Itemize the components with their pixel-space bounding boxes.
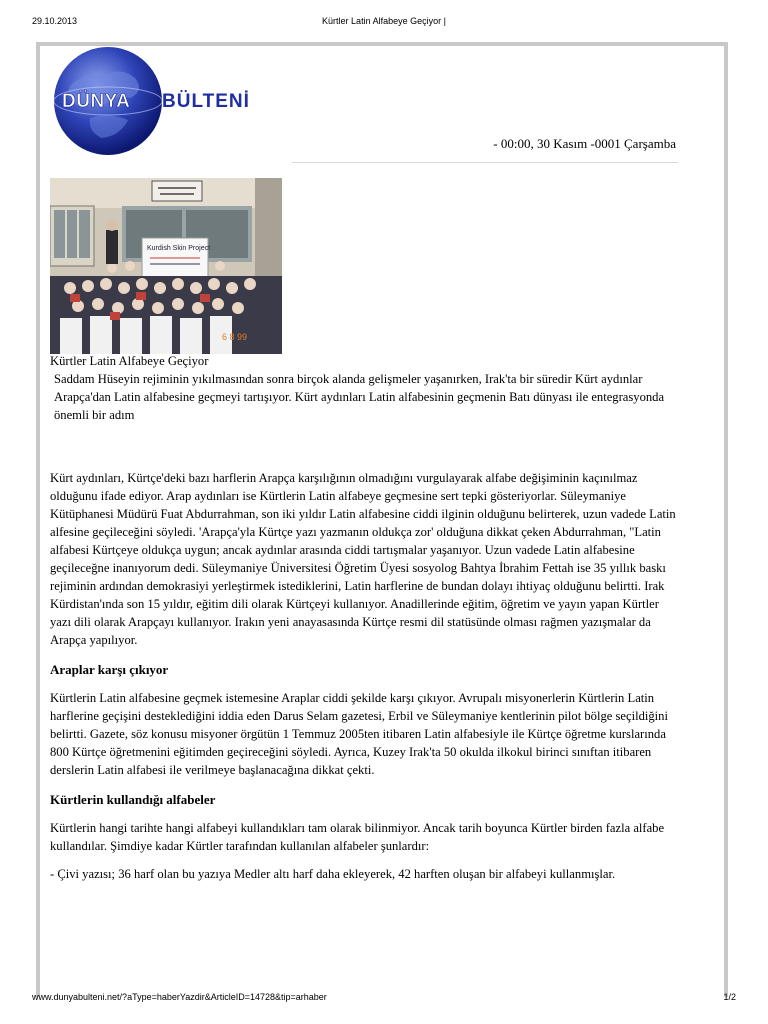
article-lead: Saddam Hüseyin rejiminin yıkılmasından sonra birçok alanda gelişmeler yaşanırken, Irak'ta bir süredir Kürt aydınlar Arapça'dan Latin alfabesine geçmeyi tartışıyor. Kürt aydınları Latin alfabesinin geçmenin Batı dünyası ile entegrasyonda önemli bir adım bbox=[54, 372, 665, 422]
print-header bbox=[32, 16, 736, 30]
dateline: - 00:00, 30 Kasım -0001 Çarşamba bbox=[493, 136, 676, 151]
article-photo bbox=[50, 178, 282, 354]
print-date: 29.10.2013 bbox=[32, 16, 78, 26]
paragraph-2: Kürtlerin Latin alfabesine geçmek istemesine Araplar ciddi şekilde karşı çıkıyor. Avrupalı misyonerlerin Kürtlerin Latin harflerine geçişini desteklediğini iddia eden Darus Selam gazetesi, Erbil ve Süleymaniye kentlerinin pilot bölge seçildiğini belirtti. Gazete, söz konusu misyoner örgütün 1 Temmuz 2005ten itibaren Latin alfabesiyle ile Kürtçe öğretme kurslarında 800 Kürtçe öğretmenini eğitimden geçireceğini söyledi. Ayrıca, Kuzey Irak'ta 50 okulda ilkokul birinci sınıftan itibaren derslerin Latin alfabesi ile verilmeye başlanacağına dikkat çekti. bbox=[50, 691, 668, 777]
paragraph-1: Kürt aydınları, Kürtçe'deki bazı harflerin Arapça karşılığının olmadığını vurgulayarak alfabe değişiminin kaçınılmaz olduğunu ifade ediyor. Arap aydınları ise Kürtlerin Latin alfabeye geçmesine sert tepki gösteriyorlar. Süleymaniye Kütüphanesi Müdürü Fuat Abdurrahman, son iki yıldır Latin alfabesine ciddi ilginin olduğunu belirterek, uzun vadede Latin alfesine geçileceğini söyledi. 'Arapça'yla Kürtçe yazı yazmanın oldukça zor' olduğuna dikkat çeken Abdurrahman, "Latin alfabesi Kürtçeye oldukça uygun; ancak aydınlar arasında ciddi tartışmalar yaşanıyor. Uzun vadede Latin alfabesine geçileceğne inanıyorum dedi. Süleymaniye Üniversitesi Öğretim Üyesi sosyolog Bahtya İbrahim Fettah ise 35 yıllık baskı rejiminin ardından demokrasiyi yerleştirmek istediklerini, Latin harflerine de bundan dolayı ihtiyaç olduğunu belirtti. Irak Kürdistan'ında son 15 yıldır, eğitim dili olarak Kürtçeyi kullanıyor. Anadillerinde eğitim, öğretim ve yayın yapan Kürtler yazı dili olarak Arapçayı kullanıyor. Irakın yeni anayasasında Kürtçe resmi dil statüsünde olması rağmen yazışmalar da Arapça yapılıyor. bbox=[50, 471, 676, 647]
paragraph-4: - Çivi yazısı; 36 harf olan bu yazıya Medler altı harf daha ekleyerek, 42 harften oluşan bir alfabeyi kullanmışlar. bbox=[50, 867, 616, 881]
article-body bbox=[50, 469, 682, 883]
article-title: Kürtler Latin Alfabeye Geçiyor bbox=[50, 354, 209, 368]
paragraph-3: Kürtlerin hangi tarihte hangi alfabeyi kullandıkları tam olarak bilinmiyor. Ancak tarih boyunca Kürtler birden fazla alfabe kullandılar. Şimdiye kadar Kürtler tarafından kullanılan alfabeler şunlardır: bbox=[50, 821, 665, 853]
logo-text-right: BÜLTENİ bbox=[162, 91, 250, 112]
photo-sign-text: Kurdish Skin Project bbox=[147, 245, 211, 252]
print-url[interactable]: www.dunyabulteni.net/?aType=haberYazdir&ArticleID=14728&tip=arhaber bbox=[32, 992, 327, 1002]
globe-logo-icon bbox=[50, 46, 282, 156]
schoolchildren-photo-icon bbox=[50, 178, 282, 354]
print-title: Kürtler Latin Alfabeye Geçiyor | bbox=[322, 16, 446, 26]
print-footer bbox=[32, 992, 736, 1006]
subheading-araplar: Araplar karşı çıkıyor bbox=[50, 662, 169, 677]
divider bbox=[292, 162, 678, 163]
article bbox=[50, 352, 682, 893]
site-logo[interactable] bbox=[50, 46, 282, 156]
logo-text-left: DÜNYA bbox=[62, 91, 131, 112]
page-number: 1/2 bbox=[723, 992, 736, 1002]
photo-date-stamp: 6 8 99 bbox=[222, 332, 248, 342]
subheading-alfabeler: Kürtlerin kullandığı alfabeler bbox=[50, 792, 216, 807]
